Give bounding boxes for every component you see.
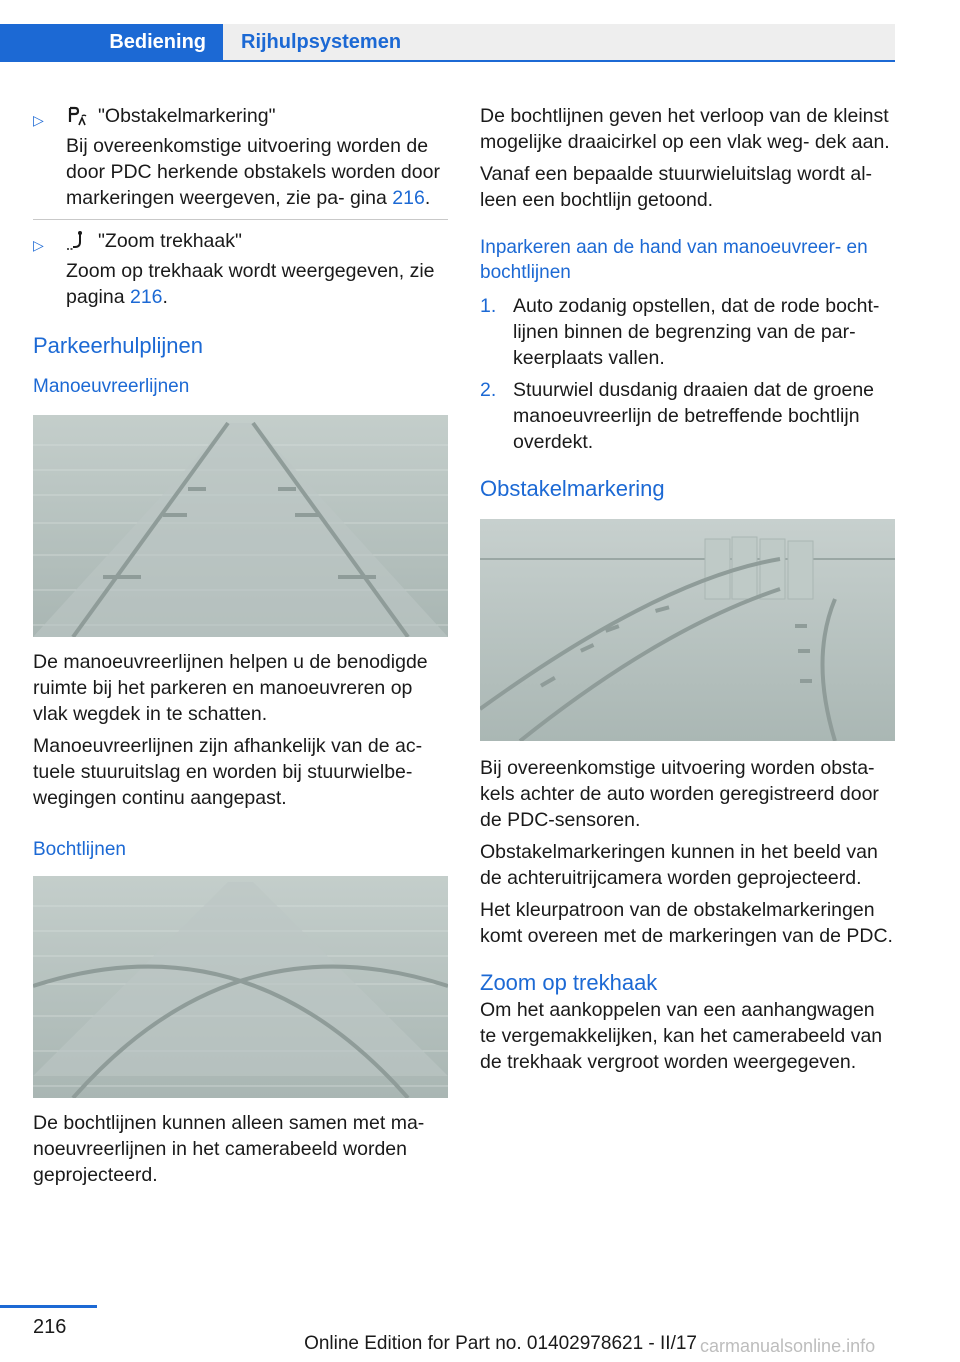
step-number: 1. [480, 295, 497, 317]
bochtlijnen-image [33, 876, 448, 1098]
tow-hitch-icon [66, 230, 88, 252]
header-tabs [0, 24, 895, 62]
page-number: 216 [33, 1316, 67, 1338]
option-title: "Zoom trekhaak" [98, 230, 242, 252]
watermark: carmanualsonline.info [700, 1336, 876, 1356]
step-number: 2. [480, 379, 497, 401]
paragraph: Manoeuvreerlijnen zijn afhankelijk van de ac‐ tuele stuuruitslag en worden bij stuurwielbe‐ wegingen continu aangepast. [33, 735, 423, 809]
paragraph: Vanaf een bepaalde stuurwieluitslag wordt al‐ leen een bochtlijn getoond. [480, 163, 873, 211]
list-item-obstakelmarkering: ▷ "Obstakelmarkering" Bij overeenkomstige uitvoering worden de door PDC herkende obstakels worden door markeringen weergeven, zie pa‐ gina 216. [33, 105, 440, 209]
tab-rijhulpsystemen[interactable]: Rijhulpsystemen [223, 24, 895, 60]
paragraph: Het kleurpatroon van de obstakelmarkeringen komt overeen met de markeringen van de PDC. [480, 899, 893, 947]
subheading-inparkeren: Inparkeren aan de hand van manoeuvreer‐ en bochtlijnen [480, 237, 868, 283]
divider [33, 219, 448, 220]
paragraph: Bij overeenkomstige uitvoering worden obsta‐ kels achter de auto worden geregistreerd door de PDC-sensoren. [480, 757, 879, 831]
subheading-manoeuvreerlijnen: Manoeuvreerlijnen [33, 376, 190, 397]
paragraph: Obstakelmarkeringen kunnen in het beeld van de achteruitrijcamera worden geprojecteerd. [480, 841, 878, 889]
tab-bediening[interactable]: Bediening [0, 24, 223, 60]
paragraph: De bochtlijnen geven het verloop van de kleinst mogelijke draaicirkel op een vlak weg‐ dek aan. [480, 105, 890, 153]
section-heading-obstakelmarkering: Obstakelmarkering [480, 476, 665, 501]
option-text: Bij overeenkomstige uitvoering worden de door PDC herkende obstakels worden door markeringen weergeven, zie pa‐ gina [66, 135, 440, 209]
left-column [33, 103, 448, 1194]
edition-text: Online Edition for Part no. 01402978621 - II/17 [304, 1333, 697, 1354]
option-title: "Obstakelmarkering" [98, 105, 276, 127]
pdc-obstacle-icon [66, 105, 88, 127]
steps-list [480, 293, 895, 455]
list-item [480, 377, 895, 455]
header-divider [0, 60, 895, 62]
footer-accent-line [0, 1305, 97, 1308]
list-item [480, 293, 895, 371]
paragraph: De manoeuvreerlijnen helpen u de benodigde ruimte bij het parkeren en manoeuvreren op vlak wegdek in te schatten. [33, 651, 428, 725]
paragraph: De bochtlijnen kunnen alleen samen met ma‐ noeuvreerlijnen in het camerabeeld worden geprojecteerd. [33, 1112, 425, 1186]
manoeuvreerlijnen-image [33, 415, 448, 637]
page-link[interactable]: 216 [129, 286, 163, 308]
step-text: Stuurwiel dusdanig draaien dat de groene manoeuvreerlijn de betreffende bochtlijn overdekt. [513, 379, 875, 453]
paragraph: Om het aankoppelen van een aanhangwagen te vergemakkelijken, kan het camerabeeld van de trekhaak vergroot worden weergegeven. [480, 999, 883, 1073]
option-text: Zoom op trekhaak wordt weergegeven, zie pagina [66, 260, 435, 308]
right-column [480, 103, 895, 1081]
page-link[interactable]: 216 [392, 187, 425, 209]
triangle-bullet-icon: ▷ [33, 237, 44, 253]
section-heading-zoom-trekhaak: Zoom op trekhaak [480, 970, 658, 995]
step-text: Auto zodanig opstellen, dat de rode bocht‐ lijnen binnen de begrenzing van de par‐ keerplaats vallen. [513, 295, 880, 369]
triangle-bullet-icon: ▷ [33, 112, 44, 128]
subheading-bochtlijnen: Bochtlijnen [33, 839, 126, 860]
obstakelmarkering-image [480, 519, 895, 741]
list-item-zoom-trekhaak: ▷ "Zoom trekhaak" Zoom op trekhaak wordt weergegeven, zie pagina 216. [33, 230, 435, 308]
section-heading-parkeerhulplijnen: Parkeerhulplijnen [33, 333, 203, 358]
